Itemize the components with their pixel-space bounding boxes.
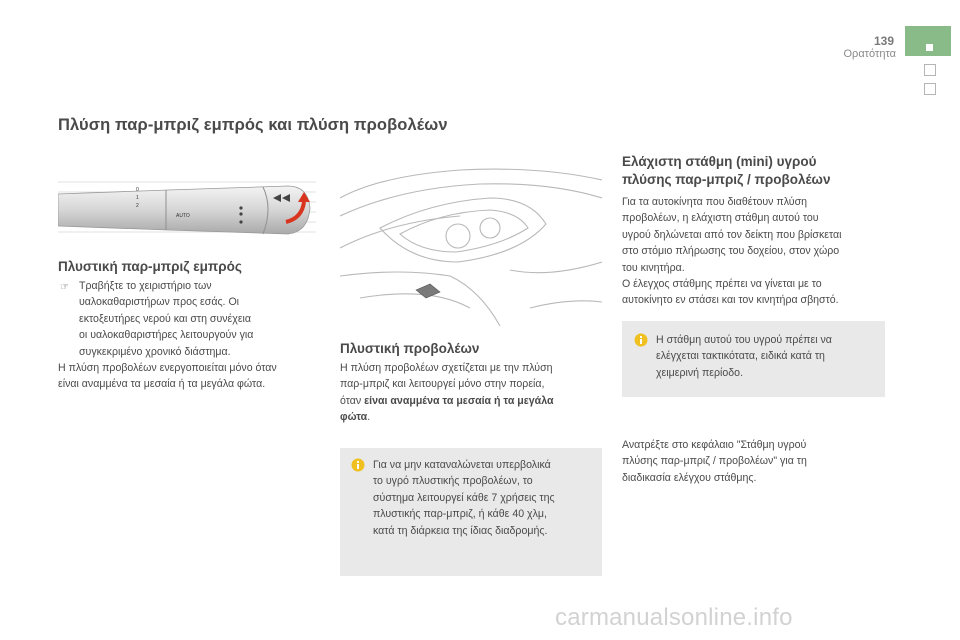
- text-line: [340, 409, 602, 425]
- text-line: υγρού δηλώνεται από τον δείκτη που βρίσκεται: [622, 228, 842, 241]
- info-note-level-text: [656, 332, 881, 381]
- text-line: σύστημα λειτουργεί κάθε 7 χρήσεις της: [373, 491, 555, 504]
- front-washer-bullet: [79, 278, 319, 360]
- min-level-reference: [622, 437, 888, 486]
- front-washer-paragraph: [58, 360, 320, 393]
- text-line: εκτοξευτήρες νερού και στη συνέχεια: [79, 312, 252, 325]
- stalk-label: 0: [136, 187, 139, 193]
- chapter-tab-marker: [926, 44, 933, 51]
- page-title: Πλύση παρ-μπριζ εμπρός και πλύση προβολέων: [58, 116, 448, 134]
- text-span: .: [367, 411, 371, 424]
- headlamp-washer-paragraph: [340, 360, 602, 426]
- bold-text: είναι αναμμένα τα μεσαία ή τα μεγάλα: [364, 394, 554, 407]
- text-line: πλυστικής παρ-μπριζ, ή κάθε 40 χλμ,: [373, 508, 547, 521]
- chapter-tab-empty[interactable]: [924, 64, 936, 76]
- text-line: διαδικασία ελέγχου στάθμης.: [622, 471, 757, 484]
- text-line: ελέγχεται τακτικότατα, ειδικά κατά τη: [656, 350, 825, 363]
- text-line: είναι αναμμένα τα μεσαία ή τα μεγάλα φώτα.: [58, 378, 266, 391]
- info-icon: [634, 333, 648, 347]
- text-line: του κινητήρα.: [622, 261, 685, 274]
- text-span: όταν: [340, 394, 365, 407]
- text-line: το υγρό πλυστικής προβολέων, το: [373, 475, 533, 488]
- text-line: Για τα αυτοκίνητα που διαθέτουν πλύση: [622, 196, 808, 208]
- text-line: προβολέων, η ελάχιστη στάθμη αυτού του: [622, 212, 819, 225]
- text-line: αυτοκίνητο εν στάσει και τον κινητήρα σβηστό.: [622, 294, 839, 307]
- heading-line: πλύσης παρ-μπριζ / προβολέων: [622, 172, 831, 187]
- watermark: carmanualsonline.info: [555, 604, 793, 631]
- text-line: παρ-μπριζ και λειτουργεί μόνο στην πορεία,: [340, 378, 545, 391]
- wiper-stalk-illustration: [58, 172, 316, 246]
- text-line: συγκεκριμένο χρονικό διάστημα.: [79, 345, 231, 358]
- headlamp-washer-heading: Πλυστική προβολέων: [340, 341, 480, 356]
- bullet-arrow-icon: ☞: [60, 282, 69, 293]
- stalk-label: 1: [136, 195, 139, 201]
- info-note-headlamp-text: [373, 457, 598, 539]
- headlamp-illustration: [340, 158, 602, 326]
- text-line: οι υαλοκαθαριστήρες λειτουργούν για: [79, 329, 254, 342]
- section-name: Ορατότητα: [843, 48, 896, 60]
- page-number: 139: [873, 34, 894, 48]
- text-line: πλύσης παρ-μπριζ / προβολέων" για τη: [622, 455, 807, 468]
- text-line: χειμερινή περίοδο.: [656, 366, 744, 379]
- text-line: [340, 393, 602, 409]
- text-line: κατά τη διάρκεια της ίδιας διαδρομής.: [373, 524, 548, 537]
- text-line: Ο έλεγχος στάθμης πρέπει να γίνεται με το: [622, 278, 822, 291]
- text-line: Η στάθμη αυτού του υγρού πρέπει να: [656, 334, 832, 346]
- info-icon: [351, 458, 365, 472]
- front-washer-heading: Πλυστική παρ-μπριζ εμπρός: [58, 259, 242, 274]
- stalk-label: AUTO: [176, 213, 190, 219]
- chapter-tab[interactable]: [905, 26, 951, 56]
- chapter-tab-empty[interactable]: [924, 83, 936, 95]
- text-line: Ανατρέξτε στο κεφάλαιο "Στάθμη υγρού: [622, 439, 807, 451]
- text-line: Τραβήξτε το χειριστήριο των: [79, 280, 212, 292]
- text-line: Η πλύση προβολέων ενεργοποιείται μόνο όταν: [58, 362, 277, 374]
- min-level-paragraph: [622, 194, 888, 309]
- stalk-label: 2: [136, 203, 139, 209]
- bold-text: φώτα: [340, 411, 368, 424]
- heading-line: Ελάχιστη στάθμη (mini) υγρού: [622, 154, 817, 169]
- min-level-heading: [622, 153, 830, 189]
- text-line: υαλοκαθαριστήρων προς εσάς. Οι: [79, 296, 240, 309]
- text-line: Για να μην καταναλώνεται υπερβολικά: [373, 459, 551, 471]
- text-line: Η πλύση προβολέων σχετίζεται με την πλύση: [340, 362, 553, 374]
- text-line: στο στόμιο πλήρωσης του δοχείου, στον χώρο: [622, 245, 840, 258]
